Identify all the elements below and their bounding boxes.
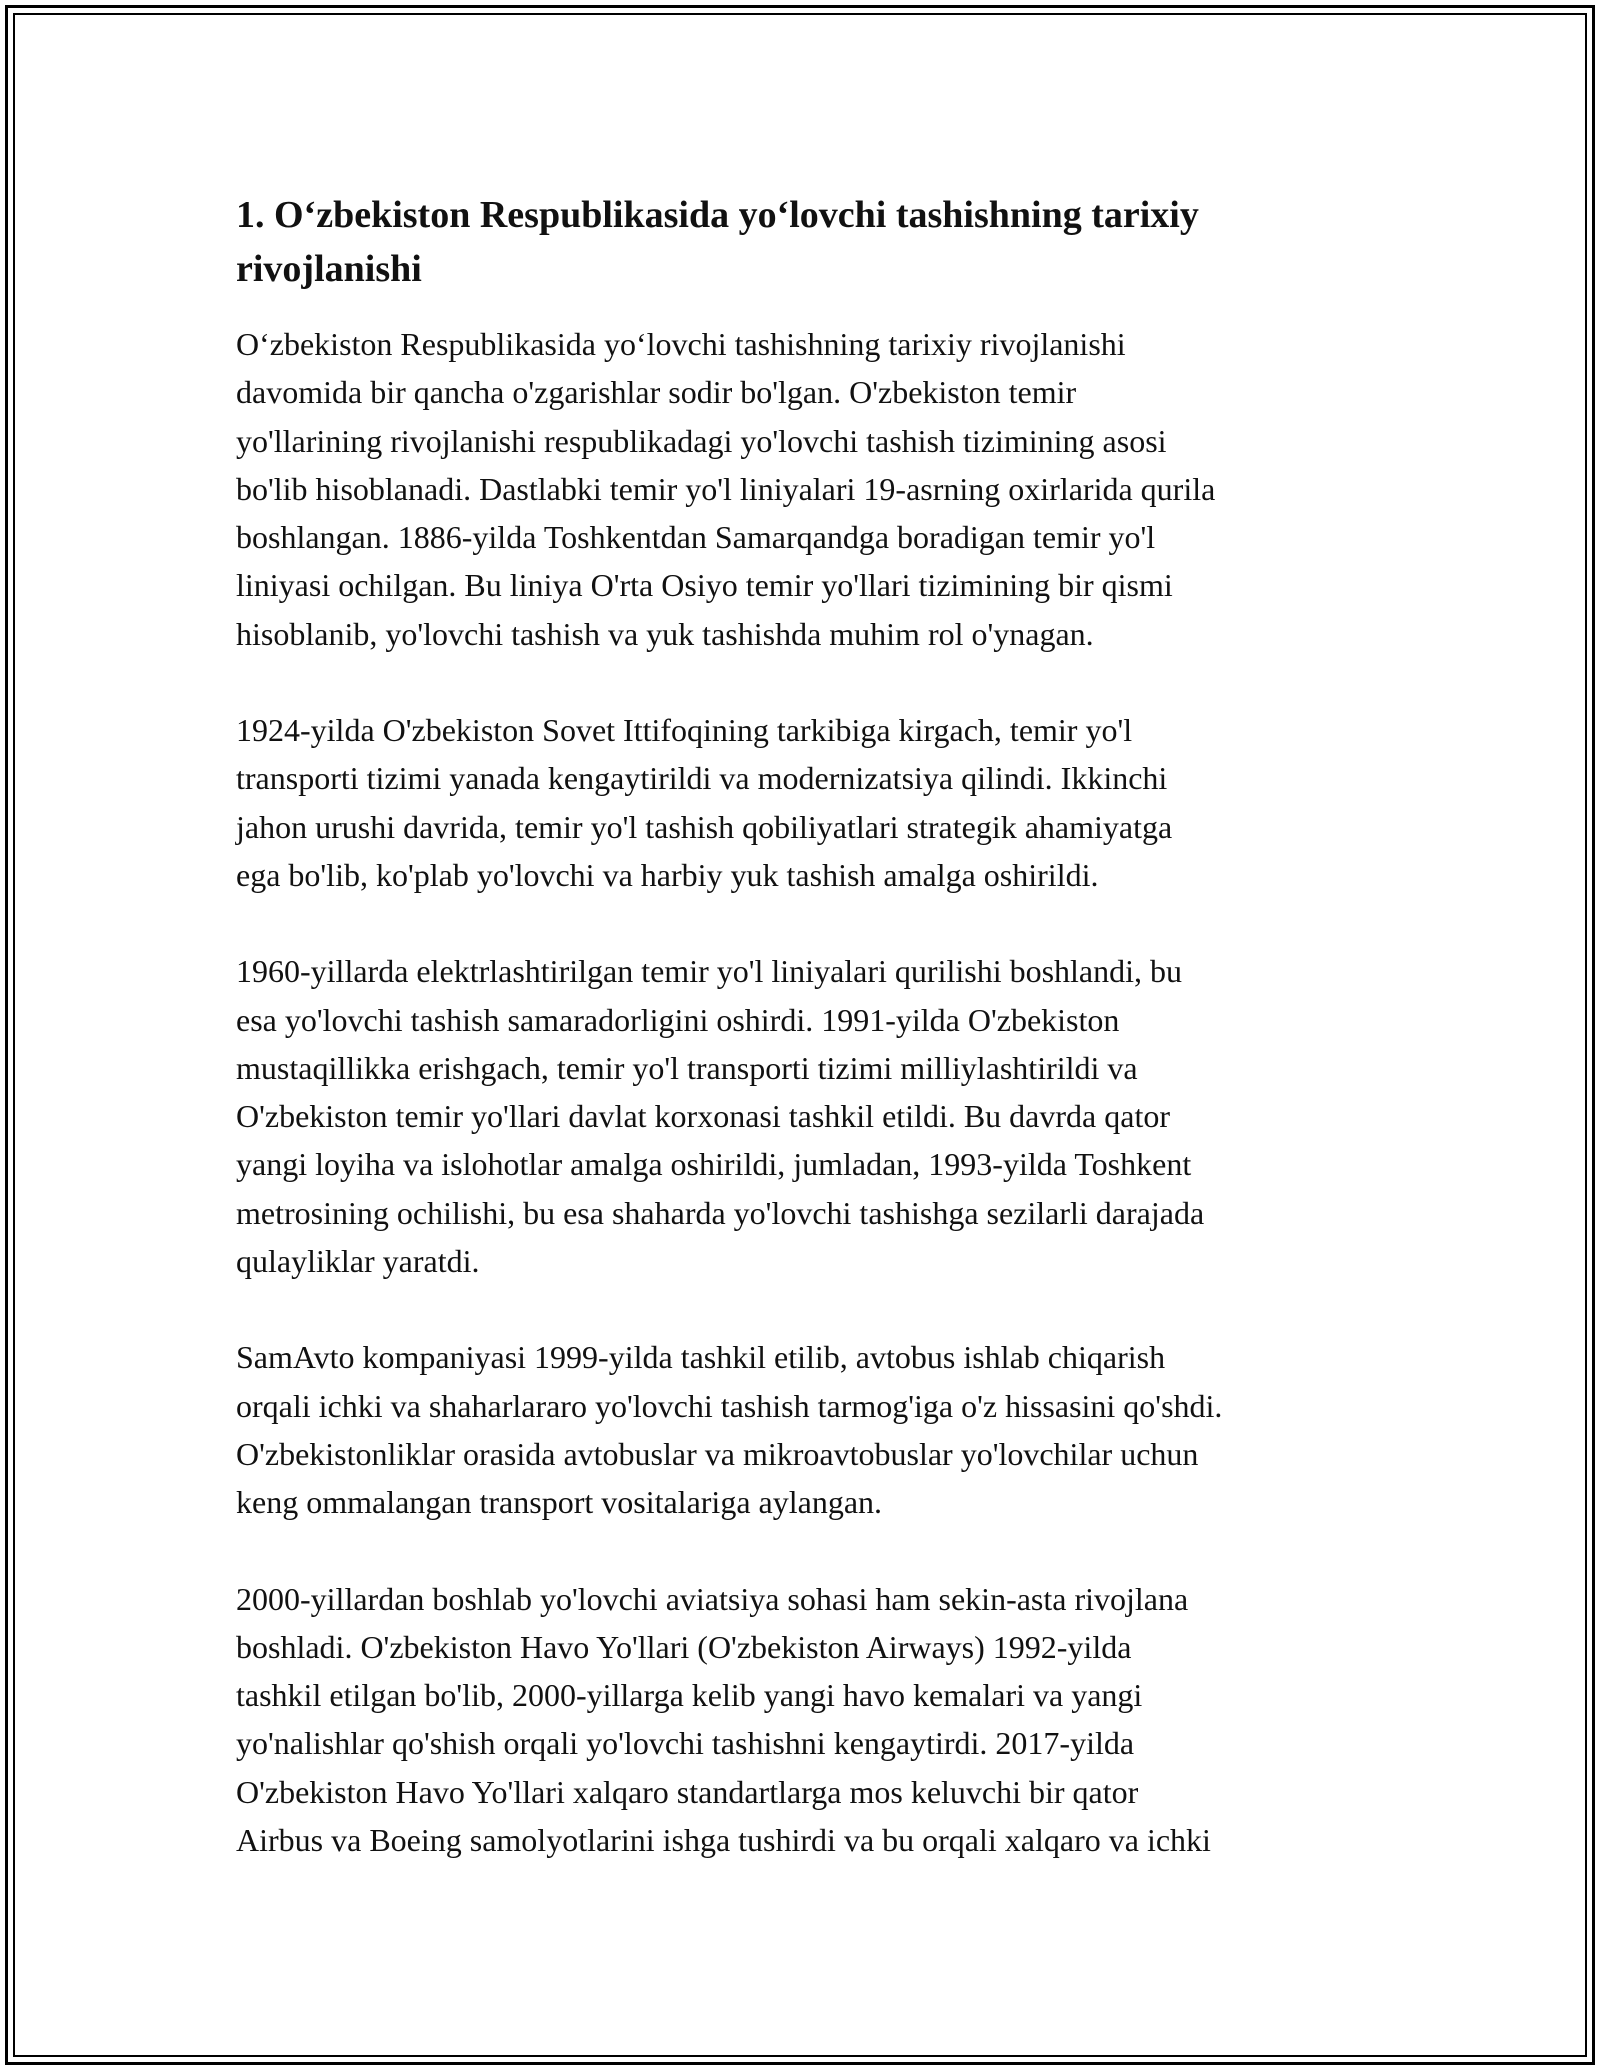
paragraph-aviation: 2000-yillardan boshlab yo'lovchi aviatsiya sohasi ham sekin-asta rivojlana boshladi. O'zbekiston Havo Yo'llari (O'zbekiston Airways) 1992-yilda tashkil etilgan bo'lib, 2000-yillarga kelib yangi havo kemalari va yangi yo'nalishlar qo'shish orqali yo'lovchi tashishni kengaytirdi. 2017-yilda O'zbekiston Havo Yo'llari xalqaro standartlarga mos keluvchi bir qator Airbus va Boeing samolyotlarini ishga tushirdi va bu orqali xalqaro va ichki [236, 1580, 1211, 1859]
section-title: 1. O‘zbekiston Respublikasida yo‘lovchi tashishning tarixiy rivojlanishi [236, 194, 1199, 290]
paragraph-soviet-era: 1924-yilda O'zbekiston Sovet Ittifoqining tarkibiga kirgach, temir yo'l transporti tizimi yanada kengaytirildi va modernizatsiya qilindi. Ikkinchi jahon urushi davrida, temir yo'l tashish qobiliyatlari strategik ahamiyatga ega bo'lib, ko'plab yo'lovchi va harbiy yuk tashish amalga oshirildi. [236, 712, 1173, 893]
paragraph-railway-origins: O‘zbekiston Respublikasida yo‘lovchi tashishning tarixiy rivojlanishi davomida bir qancha o'zgarishlar sodir bo'lgan. O'zbekiston temir yo'llarining rivojlanishi respublikadagi yo'lovchi tashish tizimining asosi bo'lib hisoblanadi. Dastlabki temir yo'l liniyalari 19-asrning oxirlarida qurila boshlangan. 1886-yilda Toshkentdan Samarqandga boradigan temir yo'l liniyasi ochilgan. Bu liniya O'rta Osiyo temir yo'llari tizimining bir qismi hisoblanib, yo'lovchi tashish va yuk tashishda muhim rol o'ynagan. [236, 326, 1216, 652]
paragraph-samavto-buses: SamAvto kompaniyasi 1999-yilda tashkil etilib, avtobus ishlab chiqarish orqali ichki va shaharlararo yo'lovchi tashish tarmog'iga o'z hissasini qo'shdi. O'zbekistonliklar orasida avtobuslar va mikroavtobuslar yo'lovchilar uchun keng ommalangan transport vositalariga aylangan. [236, 1339, 1223, 1521]
paragraph-electrification-independence: 1960-yillarda elektrlashtirilgan temir yo'l liniyalari qurilishi boshlandi, bu esa yo'lovchi tashish samaradorligini oshirdi. 1991-yilda O'zbekiston mustaqillikka erishgach, temir yo'l transporti tizimi milliylashtirildi va O'zbekiston temir yo'llari davlat korxonasi tashkil etildi. Bu davrda qator yangi loyiha va islohotlar amalga oshirildi, jumladan, 1993-yilda Toshkent metrosining ochilishi, bu esa shaharda yo'lovchi tashishga sezilarli darajada qulayliklar yaratdi. [236, 953, 1205, 1280]
document-body [236, 188, 1386, 1912]
